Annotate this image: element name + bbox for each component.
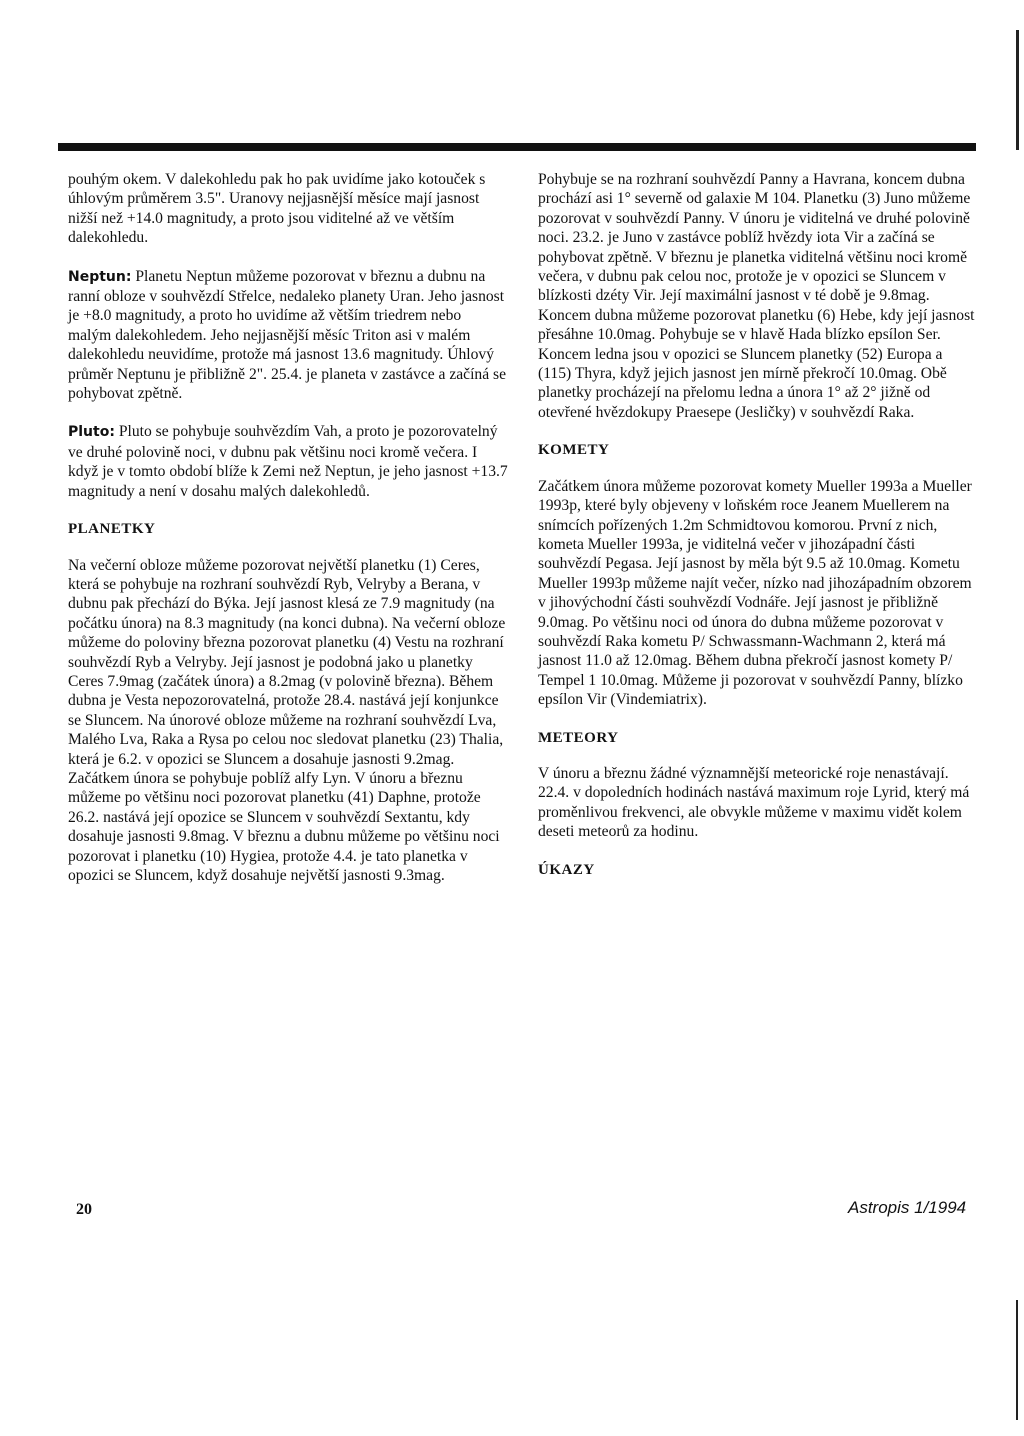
heading-ukazy: ÚKAZY [538,861,595,878]
komety-paragraph: Začátkem února můžeme pozorovat komety Mueller 1993a a Mueller 1993p, které byly objeveny v loňském roce Jeanem Muellerem na snímcích pořízených 1.2m Schmidtovou komorou. První z nich, kometa Mueller 1993a, je viditelná večer v jihozápadní části souhvězdí Pegasa. Její jasnost by měla být 9.5 až 10.0mag. Kometu Mueller 1993p můžeme najít večer, nízko nad jihozápadním obzorem v jihovýchodní části souhvězdí Vodnáře. Její jasnost je přibližně 9.0mag. Po většinu noci od února do dubna můžeme pozorovat v souhvězdí Raka kometu P/ Schwassmann-Wachmann 2, která má jasnost 11.0 až 12.0mag. Během dubna překročí jasnost komety P/ Tempel 1 10.0mag. Můžeme ji pozorovat v souhvězdí Panny, blízko epsílon Vir (Vindemiatrix). [538,477,972,709]
planetky-paragraph: Na večerní obloze můžeme pozorovat největší planetku (1) Ceres, která se pohybuje na rozhraní souhvězdí Ryb, Velryby a Berana, v dubnu pak přechází do Býka. Její jasnost klesá ze 7.9 magnitudy (na počátku února) na 8.3 magnitudy (na konci dubna). Na večerní obloze můžeme do poloviny března pozorovat planetku (4) Vestu na rozhraní souhvězdí Ryb a Velryby. Její jasnost je podobná jako u planetky Ceres 7.9mag (začátek února) a 8.2mag (v polovině března). Během dubna je Vesta nepozorovatelná, protože 28.4. nastává její konjunkce se Sluncem. Na únorové obloze můžeme na rozhraní souhvězdí Lva, Malého Lva, Raka a Rysa po celou noc sledovat planetku (23) Thalia, která je 6.2. v opozici se Sluncem a dosahuje jasnosti 9.2mag. Začátkem února se pohybuje poblíž alfy Lyn. V únoru a březnu můžeme po většinu noci pozorovat planetku (41) Daphne, protože 26.2. nastává její opozice se Sluncem v souhvězdí Sextantu, kdy dosahuje jasnosti 9.8mag. V březnu a dubnu můžeme po většinu noci pozorovat i planetku (10) Hygiea, protože 4.4. je tato planetka v opozici se Sluncem, když dosahuje největší jasnosti 9.3mag. [68,556,506,884]
neptun-paragraph [68,267,508,404]
pluto-label: Pluto: [68,424,115,441]
scan-mark-right [1016,30,1019,150]
meteory-paragraph: V únoru a březnu žádné významnější meteorické roje nenastávají. 22.4. v dopoledních hodinách nastává maximum roje Lyrid, který má proměnlivou frekvenci, ale obvykle můžeme v maximu vidět kolem deseti meteorů za hodinu. [538,764,970,841]
neptun-text: Planetu Neptun můžeme pozorovat v březnu a dubnu na ranní obloze v souhvězdí Střelce, nedaleko planety Uran. Jeho jasnost je +8.0 magnitudy, a proto ho uvidíme až větším triedrem nebo malým dalekohledem. Jeho nejjasnější měsíc Triton asi v malém dalekohledu neuvidíme, protože má jasnost 13.6 magnitudy. Úhlový průměr Neptunu je přibližně 2". 25.4. je planeta v zastávce a začíná se pohybovat zpětně. [68,267,507,403]
publication-label: Astropis 1/1994 [848,1198,967,1217]
heading-komety: KOMETY [538,442,610,459]
pluto-text: Pluto se pohybuje souhvězdím Vah, a proto je pozorovatelný ve druhé polovině noci, v dubnu pak většinu noci kromě večera. I když je v tomto období blíže k Zemi než Neptun, je jeho jasnost +13.7 magnitudy a není v dosahu malých dalekohledů. [68,423,508,500]
left-column [68,170,508,904]
intro-paragraph: pouhým okem. V dalekohledu pak ho pak uvidíme jako kotouček s úhlovým průměrem 3.5". Uranovy nejjasnější měsíce mají jasnost nižší než +14.0 magnitudy, a proto jsou viditelné až ve větším dalekohledu. [68,171,486,247]
juno-paragraph: Pohybuje se na rozhraní souhvězdí Panny a Havrana, koncem dubna prochází asi 1° severně od galaxie M 104. Planetku (3) Juno můžeme pozorovat v souhvězdí Panny. V únoru je viditelná ve druhé polovině noci. 23.2. je Juno v zastávce poblíž hvězdy iota Vir a začíná se pohybovat zpětně. V březnu je planetka viditelná většinu noci kromě večera, v dubnu pak celou noc, protože je v opozici se Sluncem v blízkosti dzéty Vir. Její maximální jasnost v té době je 9.8mag. Koncem dubna můžeme pozorovat planetku (6) Hebe, kdy její jasnost přesáhne 10.0mag. Pohybuje se v hlavě Hada blízko epsílon Ser. Koncem ledna jsou v opozici se Sluncem planetky (52) Europa a (115) Thyra, když jejich jasnost jen mírně překročí 10.0mag. Obě planetky procházejí na přelomu ledna a února 1° až 2° jižně od otevřené hvězdokupy Praesepe (Jesličky) v souhvězdí Raka. [538,171,975,421]
heading-meteory: METEORY [538,729,619,746]
heading-planetky: PLANETKY [68,521,156,538]
neptun-label: Neptun: [68,268,132,285]
scan-mark-right-lower [1016,1300,1018,1420]
right-column [538,170,978,896]
top-rule [58,143,976,151]
pluto-paragraph [68,422,508,501]
page-number: 20 [76,1201,92,1218]
